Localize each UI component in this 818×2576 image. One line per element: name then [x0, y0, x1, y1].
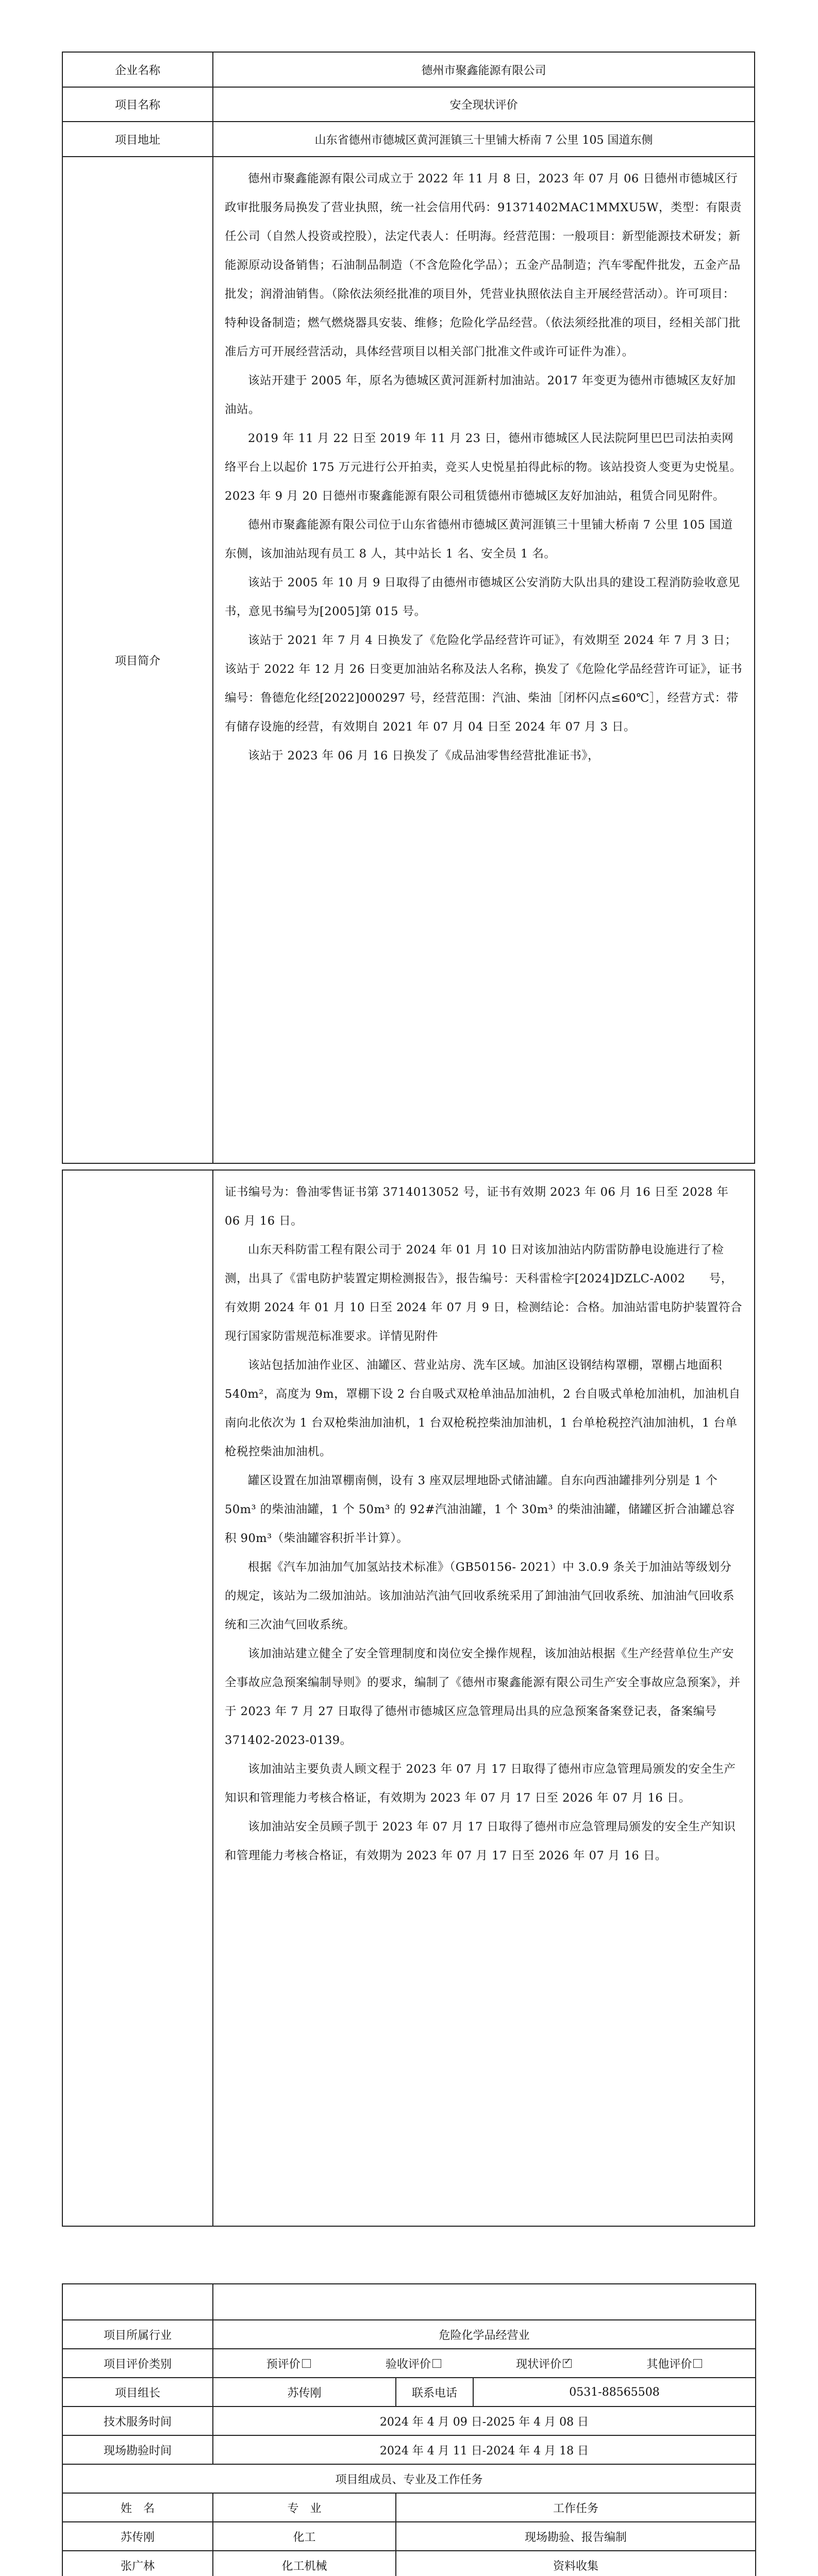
checkbox-icon[interactable] — [302, 2359, 311, 2368]
blank-label — [62, 2284, 213, 2320]
intro-paragraph: 该加油站主要负责人顾文程于 2023 年 07 月 17 日取得了德州市应急管理局颁发的安全生产知识和管理能力考核合格证，有效期为 2023 年 07 月 17 日至 2026 年 07 月 16 日。 — [225, 1762, 736, 1805]
checked-checkbox-icon[interactable] — [563, 2359, 572, 2368]
service-time-value: 2024 年 4 月 09 日-2025 年 4 月 08 日 — [213, 2406, 756, 2435]
intro-paragraph: 该站于 2021 年 7 月 4 日换发了《危险化学品经营许可证》，有效期至 2024 年 7 月 3 日；该站于 2022 年 12 月 26 日变更加油站名称及法人名称，换发了《危险化学品经营许可证》，证书编号：鲁德危化经[2022]000297 号，经营范围：汽油、柴油［闭杯闪点≤60℃］，经营方式：带有储存设施的经营，有效期自 2021 年 07 月 04 日至 2024 年 07 月 3 日。 — [225, 634, 743, 734]
project-name: 安全现状评价 — [213, 87, 755, 122]
option-pre-evaluation[interactable]: 预评价 — [266, 2355, 311, 2371]
option-status-evaluation[interactable]: 现状评价✓ — [516, 2355, 572, 2371]
option-acceptance-evaluation[interactable]: 验收评价 — [386, 2355, 441, 2371]
intro-paragraph: 山东天科防雷工程有限公司于 2024 年 01 月 10 日对该加油站内防雷防静电设施进行了检测，出具了《雷电防护装置定期检测报告》，报告编号：天科雷检字[2024]DZLC-A002 号，有效期 2024 年 01 月 10 日至 2024 年 07 月 9 日，检测结论：合格。加油站雷电防护装置符合现行国家防雷规范标准要求。详情见附件 — [225, 1243, 743, 1343]
intro-paragraph: 德州市聚鑫能源有限公司成立于 2022 年 11 月 8 日，2023 年 07 月 06 日德州市德城区行政审批服务局换发了营业执照，统一社会信用代码：91371402MAC1MMXU5W，类型：有限责任公司（自然人投资或控股），法定代表人：任明海。经营范围：一般项目：新型能源技术研发；新能源原动设备销售；石油制品制造（不含危险化学品）；五金产品制造；汽车零配件批发，五金产品批发；润滑油销售。（除依法须经批准的项目外，凭营业执照依法自主开展经营活动）。许可项目：特种设备制造；燃气燃烧器具安装、维修；危险化学品经营。（依法须经批准的项目，经相关部门批准后方可开展经营活动，具体经营项目以相关部门批准文件或许可证件为准）。 — [225, 172, 742, 359]
category-label: 项目评价类别 — [62, 2349, 213, 2378]
blank-value — [213, 2284, 756, 2320]
table-row — [62, 2551, 756, 2576]
site-time-label: 现场勘验时间 — [62, 2435, 213, 2464]
phone-label: 联系电话 — [396, 2378, 473, 2406]
leader-name: 苏传刚 — [213, 2378, 396, 2406]
members-title: 项目组成员、专业及工作任务 — [62, 2464, 756, 2493]
members-header-major: 专 业 — [213, 2493, 396, 2522]
industry-label: 项目所属行业 — [62, 2320, 213, 2349]
intro-content — [213, 157, 755, 1163]
member-name: 苏传刚 — [62, 2522, 213, 2551]
enterprise-name: 德州市聚鑫能源有限公司 — [213, 52, 755, 87]
members-header-name: 姓 名 — [62, 2493, 213, 2522]
intro-paragraph: 该站于 2023 年 06 月 16 日换发了《成品油零售经营批准证书》， — [248, 749, 600, 762]
intro-label: 项目简介 — [62, 157, 213, 1163]
page1-table — [62, 52, 755, 1164]
intro-paragraph: 该加油站建立健全了安全管理制度和岗位安全操作规程，该加油站根据《生产经营单位生产安全事故应急预案编制导则》的要求，编制了《德州市聚鑫能源有限公司生产安全事故应急预案》，并于 2023 年 7 月 27 日取得了德州市德城区应急管理局出具的应急预案备案登记表，备案编号 371402-2023-0139。 — [225, 1647, 741, 1747]
intro-paragraph: 德州市聚鑫能源有限公司位于山东省德州市德城区黄河涯镇三十里铺大桥南 7 公里 105 国道东侧，该加油站现有员工 8 人，其中站长 1 名、安全员 1 名。 — [225, 518, 733, 561]
table-row — [62, 2522, 756, 2551]
checkbox-icon[interactable] — [432, 2359, 441, 2368]
leader-label: 项目组长 — [62, 2378, 213, 2406]
phone-value: 0531-88565508 — [473, 2378, 756, 2406]
member-major: 化工机械 — [213, 2551, 396, 2576]
intro-paragraph: 该站于 2005 年 10 月 9 日取得了由德州市德城区公安消防大队出具的建设工程消防验收意见书，意见书编号为[2005]第 015 号。 — [225, 576, 740, 618]
address-label: 项目地址 — [62, 122, 213, 157]
site-time-value: 2024 年 4 月 11 日-2024 年 4 月 18 日 — [213, 2435, 756, 2464]
member-major: 化工 — [213, 2522, 396, 2551]
intro-paragraph: 该站开建于 2005 年，原名为德城区黄河涯新村加油站。2017 年变更为德州市德城区友好加油站。 — [225, 374, 736, 416]
members-header-task: 工作任务 — [396, 2493, 756, 2522]
intro-paragraph: 该加油站安全员顾子凯于 2023 年 07 月 17 日取得了德州市应急管理局颁发的安全生产知识和管理能力考核合格证，有效期为 2023 年 07 月 17 日至 2026 年 07 月 16 日。 — [225, 1820, 736, 1862]
project-label: 项目名称 — [62, 87, 213, 122]
checkbox-icon[interactable] — [693, 2359, 702, 2368]
intro-content-continued — [213, 1170, 755, 2226]
address-value: 山东省德州市德城区黄河涯镇三十里铺大桥南 7 公里 105 国道东侧 — [213, 122, 755, 157]
service-time-label: 技术服务时间 — [62, 2406, 213, 2435]
page2-table — [62, 1170, 755, 2227]
intro-paragraph: 根据《汽车加油加气加氢站技术标准》（GB50156- 2021）中 3.0.9 条关于加油站等级划分的规定，该站为二级加油站。该加油站汽油气回收系统采用了卸油油气回收系统、加油油气回收系统和三次油气回收系统。 — [225, 1561, 735, 1632]
category-options — [213, 2349, 756, 2378]
option-other-evaluation[interactable]: 其他评价 — [646, 2355, 702, 2371]
industry-value: 危险化学品经营业 — [213, 2320, 756, 2349]
intro-paragraph: 证书编号为：鲁油零售证书第 3714013052 号，证书有效期 2023 年 06 月 16 日至 2028 年 06 月 16 日。 — [225, 1185, 729, 1228]
intro-paragraph: 2019 年 11 月 22 日至 2019 年 11 月 23 日，德州市德城区人民法院阿里巴巴司法拍卖网络平台上以起价 175 万元进行公开拍卖，竞买人史悦星拍得此标的物。该站投资人变更为史悦星。2023 年 9 月 20 日德州市聚鑫能源有限公司租赁德州市德城区友好加油站，租赁合同见附件。 — [225, 432, 742, 503]
intro-paragraph: 该站包括加油作业区、油罐区、营业站房、洗车区域。加油区设钢结构罩棚，罩棚占地面积 540m²，高度为 9m，罩棚下设 2 台自吸式双枪单油品加油机，2 台自吸式单枪加油机，加油机自南向北依次为 1 台双枪柴油加油机，1 台双枪税控柴油加油机，1 台单枪税控汽油加油机，1 台单枪税控柴油加油机。 — [225, 1359, 741, 1459]
member-task: 资料收集 — [396, 2551, 756, 2576]
intro-label-continued — [62, 1170, 213, 2226]
intro-paragraph: 罐区设置在加油罩棚南侧，设有 3 座双层埋地卧式储油罐。自东向西油罐排列分别是 1 个 50m³ 的柴油油罐，1 个 50m³ 的 92#汽油油罐，1 个 30m³ 的柴油油罐，储罐区折合油罐总容积 90m³（柴油罐容积折半计算）。 — [225, 1474, 735, 1545]
member-name: 张广林 — [62, 2551, 213, 2576]
member-task: 现场勘验、报告编制 — [396, 2522, 756, 2551]
page3-table — [62, 2283, 756, 2576]
enterprise-label: 企业名称 — [62, 52, 213, 87]
